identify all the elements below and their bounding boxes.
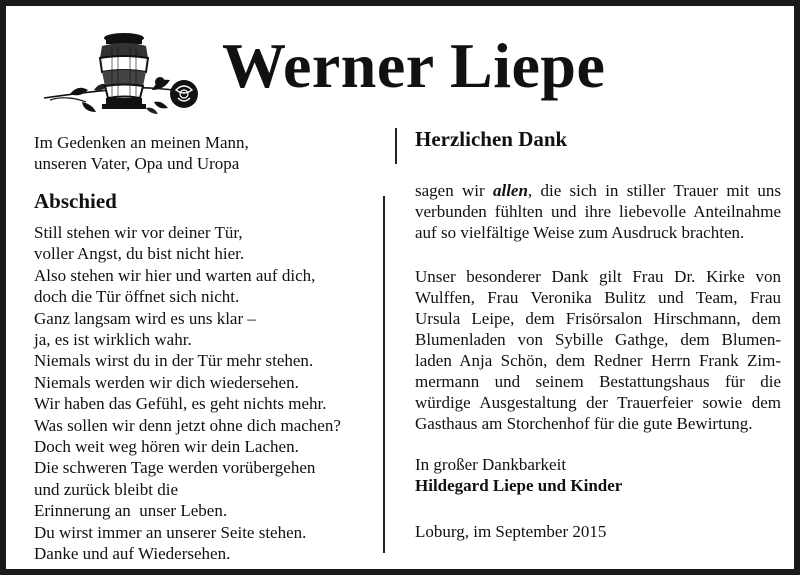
poem-line: voller Angst, du bist nicht hier. [34,244,245,264]
poem-line: Wir haben das Gefühl, es geht nichts mehr. [34,394,327,414]
special-thanks-line: Unser besonderer Dank gilt Frau Dr. Kirke von [415,267,781,286]
special-thanks-line: Ursula Leipe, dem Frisörsalon Hirschmann, dem [415,309,781,328]
poem-line: Niemals wirst du in der Tür mehr stehen. [34,351,314,371]
poem [34,222,379,565]
thanks-paragraph [415,180,781,243]
closing-phrase: In großer Dankbarkeit [415,455,567,474]
special-thanks-line: würdige Ausgestaltung der Trauerfeier sowie dem [415,393,781,412]
special-thanks-line: laden Anja Schön, dem Redner Herrn Frank Zim- [415,351,781,370]
thanks-line: auf so vielfältige Weise zum Ausdruck brachten. [415,223,745,242]
thanks-emphasis: allen [492,181,528,200]
intro-line: unseren Vater, Opa und Uropa [34,154,240,173]
column-divider [383,196,385,553]
intro-line: Im Gedenken an meinen Mann, [34,133,249,152]
poem-line: ja, es ist wirklich wahr. [34,330,192,350]
column-divider-short [395,128,397,164]
special-thanks-line: Gasthaus am Storchenhof für die gute Bewirtung. [415,414,753,433]
poem-line: und zurück bleibt die [34,479,178,499]
poem-line: Du wirst immer an unserer Seite stehen. [34,522,307,542]
poem-line: Erinnerung an unser Leben. [34,501,228,521]
poem-line: Was sollen wir denn jetzt ohne dich machen? [34,415,341,435]
deceased-name-title: Werner Liepe [222,30,606,101]
thanks-line: verbunden fühlten und ihre liebevolle Anteilnahme [415,202,781,221]
right-column [415,126,781,542]
poem-line: Also stehen wir hier und warten auf dich, [34,265,316,285]
thanks-heading: Herzlichen Dank [415,127,568,151]
thanks-pre: sagen wir [415,181,493,200]
special-thanks-line: Blumenladen von Sybille Gathge, dem Blumen- [415,330,781,349]
poem-title: Abschied [34,189,117,213]
left-column [34,132,379,565]
poem-line: Doch weit weg hören wir dein Lachen. [34,437,299,457]
poem-line: doch die Tür öffnet sich nicht. [34,287,240,307]
special-thanks-paragraph [415,266,781,434]
poem-line: Still stehen wir vor deiner Tür, [34,223,243,242]
special-thanks-line: Wulffen, Frau Veronika Bulitz und Team, Frau [415,288,781,307]
thanks-post: , die sich in stiller Trauer mit uns [527,181,781,200]
signature: Hildegard Liepe und Kinder [415,476,623,495]
special-thanks-line: mermann und seinem Bestattungshaus für die [415,372,781,391]
poem-line: Die schweren Tage werden vorübergehen [34,458,316,478]
place-and-date: Loburg, im September 2015 [415,522,607,541]
poem-line: Ganz langsam wird es uns klar – [34,308,256,328]
poem-line: Danke und auf Wiedersehen. [34,544,231,564]
urn-with-roses-icon [42,28,204,116]
poem-line: Niemals werden wir dich wiedersehen. [34,372,299,392]
thanks-line [415,180,781,201]
